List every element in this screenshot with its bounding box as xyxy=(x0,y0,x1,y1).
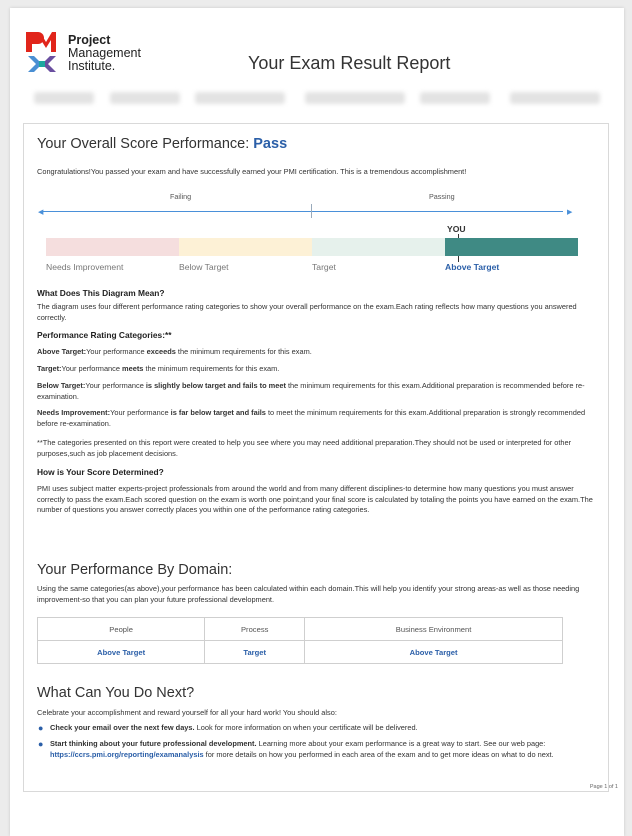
exam-analysis-link[interactable]: https://ccrs.pmi.org/reporting/examanalysis xyxy=(50,749,204,759)
bullet-dot-icon: ● xyxy=(38,723,44,733)
above-target-definition: Above Target:Your performance exceeds the minimum requirements for this exam. xyxy=(37,347,312,356)
performance-bar-2 xyxy=(312,238,445,256)
next-bullet-email: ● Check your email over the next few days. Look for more information on when your certificate will be delivered. xyxy=(38,723,418,733)
report-header xyxy=(10,8,624,88)
overall-score-section xyxy=(23,123,609,552)
pmi-logo-icon xyxy=(24,30,66,74)
categories-note: **The categories presented on this report were created to help you see where you may need additional preparation.They should not be used or interpreted for other purposes,such as job placement decisions. xyxy=(37,438,572,458)
target-definition: Target:Your performance meets the minimum requirements for this exam. xyxy=(37,364,280,373)
performance-axis xyxy=(43,211,563,212)
needs-improvement-definition: Needs Improvement:Your performance is far below target and fails to meet the minimum requirements for this exam.Additional preparation is strongly recommended before re-examination. xyxy=(37,408,586,428)
next-intro: Celebrate your accomplishment and reward yourself for all your hard work! You should also: xyxy=(37,708,337,717)
performance-category-3: Above Target xyxy=(445,262,500,272)
next-steps-section xyxy=(23,671,609,792)
below-target-definition: Below Target:Your performance is slightly below target and fails to meet the minimum requirements for this exam.Additional preparation is recommended before re-examination. xyxy=(37,381,585,401)
domain-header-business: Business Environment xyxy=(305,618,563,641)
domain-header-people: People xyxy=(38,618,205,641)
document-title: Your Exam Result Report xyxy=(248,53,451,73)
logo-line-3: Institute. xyxy=(68,59,116,73)
score-text: PMI uses subject matter experts-project professionals from around the world and from many different disciplines-to determine how many questions you must answer correctly to pass the exam.Each scored question on the exam is worth one point;and your final score is calculated by totaling the points you have earned on the exam.The number of questions you answer correctly places you within one of the performance rating categories. xyxy=(37,484,593,514)
bullet-dot-icon: ● xyxy=(38,739,44,749)
domain-section xyxy=(23,550,609,672)
domain-table xyxy=(37,617,563,664)
next-title: What Can You Do Next? xyxy=(37,685,195,701)
overall-title-text: Your Overall Score Performance: xyxy=(37,136,250,152)
domain-header-row xyxy=(38,618,563,641)
performance-bar-0 xyxy=(46,238,179,256)
diagram-heading: What Does This Diagram Mean? xyxy=(37,288,165,298)
next-bullet-development: ● Start thinking about your future professional development. Learning more about your exam performance is a great way to start. See our web page: https://ccrs.pmi.org/reporting/examanalysis for more details on how you performed in each area of the exam and to get more ideas on what to do next. xyxy=(38,739,554,759)
overall-score-title xyxy=(37,136,287,152)
score-heading: How is Your Score Determined? xyxy=(37,467,164,477)
performance-bar-3 xyxy=(445,238,578,256)
performance-category-0: Needs Improvement xyxy=(46,262,124,272)
page-number: Page 1 of 1 xyxy=(589,784,618,790)
pass-threshold-tick xyxy=(311,204,312,218)
performance-bar-1 xyxy=(179,238,312,256)
report-page xyxy=(10,8,624,836)
failing-label: Failing xyxy=(170,192,192,201)
congratulations-text: Congratulations!You passed your exam and have successfully earned your PMI certification. This is a tremendous accomplishment! xyxy=(37,167,467,176)
logo-line-1: Project xyxy=(68,33,111,47)
axis-right-arrow-icon: ▶ xyxy=(567,209,573,216)
you-marker: YOU xyxy=(447,224,466,234)
axis-left-arrow-icon: ◀ xyxy=(38,209,44,216)
passing-label: Passing xyxy=(429,192,455,201)
domain-value-row xyxy=(38,641,563,664)
redacted-candidate-info xyxy=(20,88,620,108)
domain-header-process: Process xyxy=(205,618,305,641)
diagram-text: The diagram uses four different performance rating categories to show your overall performance on the exam.Each rating reflects how many questions you answered correctly. xyxy=(37,302,577,322)
domain-value-process: Target xyxy=(205,641,305,664)
domain-text: Using the same categories(as above),your performance has been calculated within each domain.This will help you identify your strong areas-as well as those needing improvement-so that you can plan your future professional development. xyxy=(37,584,580,604)
domain-value-people: Above Target xyxy=(38,641,205,664)
logo-wordmark xyxy=(68,34,141,73)
performance-category-2: Target xyxy=(312,262,336,272)
rating-heading: Performance Rating Categories:** xyxy=(37,330,172,340)
domain-value-business: Above Target xyxy=(305,641,563,664)
domain-title: Your Performance By Domain: xyxy=(37,562,233,578)
pass-result: Pass xyxy=(253,136,288,152)
logo-line-2: Management xyxy=(68,46,141,60)
performance-category-1: Below Target xyxy=(179,262,229,272)
